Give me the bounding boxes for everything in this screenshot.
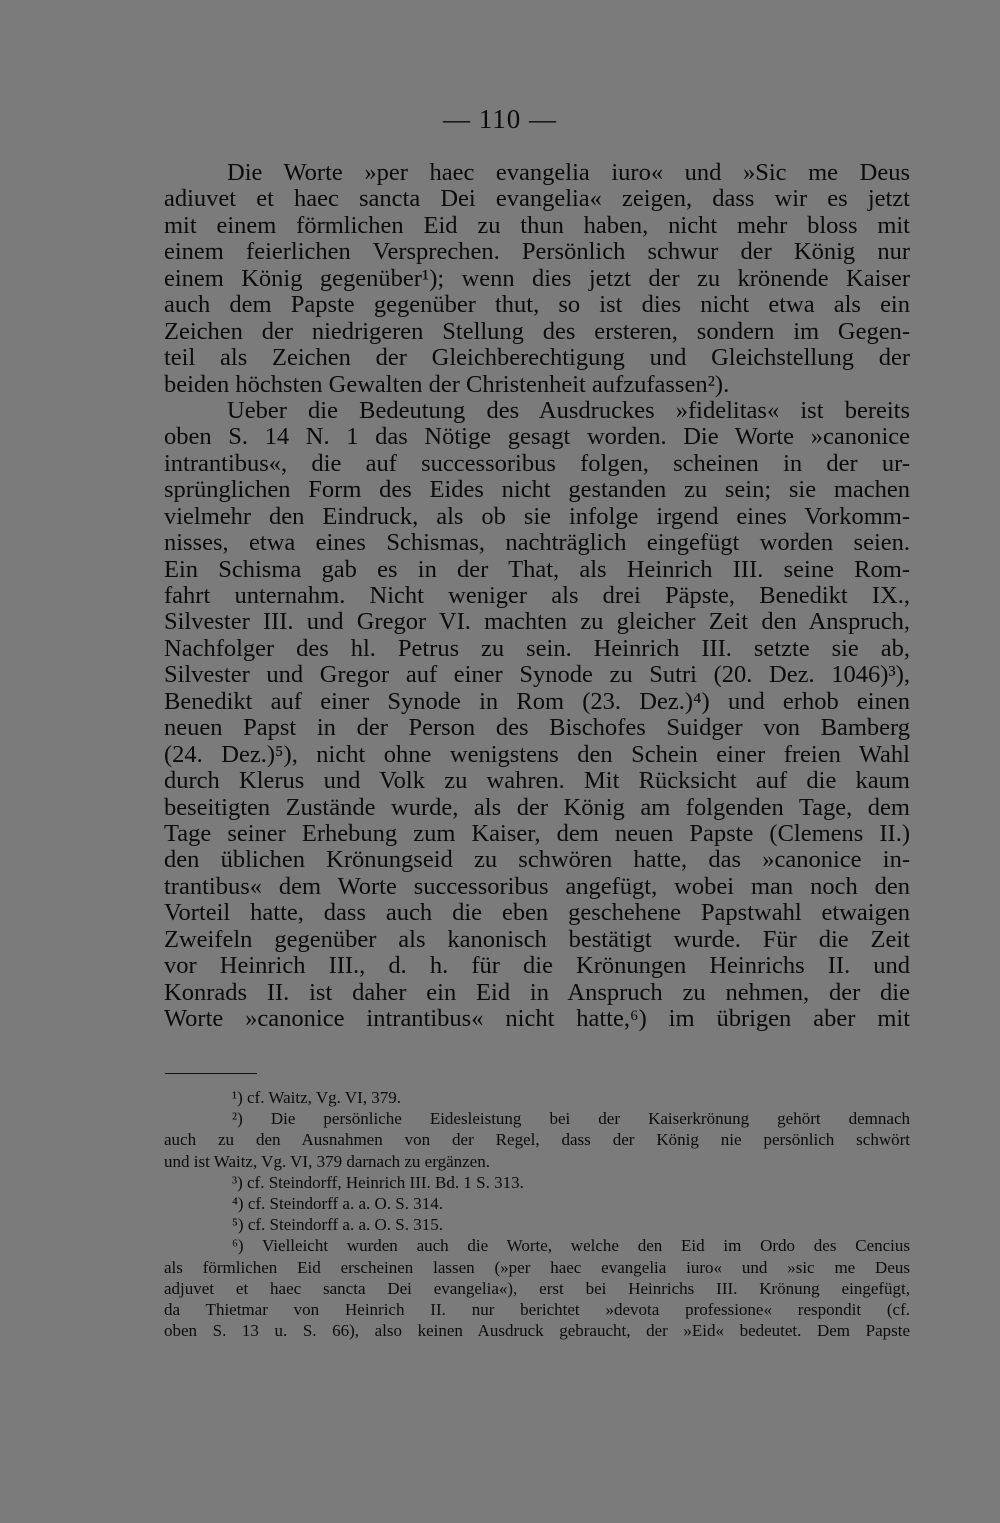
text-line: Ueber die Bedeutung des Ausdruckes »fidelitas« ist bereits: [227, 396, 910, 424]
text-line: beiden höchsten Gewalten der Christenheit aufzufassen²).: [164, 370, 730, 398]
text-line: einem König gegenüber¹); wenn dies jetzt der zu krönende Kaiser: [164, 264, 910, 292]
footnote-line: ¹) cf. Waitz, Vg. VI, 379.: [232, 1088, 401, 1107]
text-line: auch dem Papste gegenüber thut, so ist dies nicht etwa als ein: [164, 291, 910, 319]
text-line: Silvester III. und Gregor VI. machten zu gleicher Zeit den Anspruch,: [164, 608, 910, 636]
footnote-line: und ist Waitz, Vg. VI, 379 darnach zu ergänzen.: [164, 1151, 490, 1171]
text-line: vor Heinrich III., d. h. für die Krönungen Heinrichs II. und: [164, 952, 910, 980]
text-line: Silvester und Gregor auf einer Synode zu Sutri (20. Dez. 1046)³),: [164, 661, 910, 689]
main-text: [164, 160, 910, 1032]
text-line: beseitigten Zustände wurde, als der König am folgenden Tage, dem: [164, 793, 910, 821]
text-line: intrantibus«, die auf successoribus folgen, scheinen in der ur-: [164, 449, 910, 477]
footnote-line: ²) Die persönliche Eidesleistung bei der Kaiserkrönung gehört demnach: [232, 1109, 910, 1129]
text-line: Zweifeln gegenüber als kanonisch bestätigt wurde. Für die Zeit: [164, 925, 910, 953]
text-line: Vorteil hatte, dass auch die eben geschehene Papstwahl etwaigen: [164, 899, 910, 927]
page-number: — 110 —: [443, 104, 557, 134]
footnote-line: ⁵) cf. Steindorff a. a. O. S. 315.: [232, 1215, 443, 1235]
text-line: einem feierlichen Versprechen. Persönlich schwur der König nur: [164, 238, 910, 266]
text-line: nisses, etwa eines Schismas, nachträglich eingefügt worden seien.: [164, 529, 910, 557]
footnote-line: ³) cf. Steindorff, Heinrich III. Bd. 1 S. 313.: [232, 1172, 524, 1192]
text-line: mit einem förmlichen Eid zu thun haben, nicht mehr bloss mit: [164, 211, 910, 239]
footnote-line: als förmlichen Eid erscheinen lassen (»per haec evangelia iuro« und »sic me Deus: [164, 1257, 910, 1277]
text-line: trantibus« dem Worte successoribus angefügt, wobei man noch den: [164, 872, 910, 900]
text-line: Ein Schisma gab es in der That, als Heinrich III. seine Rom-: [164, 555, 910, 583]
text-line: Benedikt auf einer Synode in Rom (23. Dez.)⁴) und erhob einen: [164, 687, 910, 715]
text-line: adiuvet et haec sancta Dei evangelia« zeigen, dass wir es jetzt: [164, 185, 910, 213]
footnote-line: auch zu den Ausnahmen von der Regel, dass der König nie persönlich schwört: [164, 1130, 910, 1150]
text-line: vielmehr den Eindruck, als ob sie infolge irgend eines Vorkomm-: [164, 502, 910, 530]
text-line: sprünglichen Form des Eides nicht gestanden zu sein; sie machen: [164, 476, 910, 504]
text-line: teil als Zeichen der Gleichberechtigung und Gleichstellung der: [164, 344, 910, 372]
footnote-line: ⁶) Vielleicht wurden auch die Worte, welche den Eid im Ordo des Cencius: [232, 1236, 910, 1256]
footnote-line: da Thietmar von Heinrich II. nur berichtet »devota professione« respondit (cf.: [164, 1299, 910, 1319]
text-line: den üblichen Krönungseid zu schwören hatte, das »canonice in-: [164, 846, 910, 874]
text-line: Nachfolger des hl. Petrus zu sein. Heinrich III. setzte sie ab,: [164, 634, 910, 662]
text-line: Tage seiner Erhebung zum Kaiser, dem neuen Papste (Clemens II.): [164, 819, 910, 847]
footnotes: [164, 1087, 910, 1341]
text-line: Die Worte »per haec evangelia iuro« und »Sic me Deus: [227, 159, 910, 186]
text-line: fahrt unternahm. Nicht weniger als drei Päpste, Benedikt IX.,: [164, 582, 910, 609]
footnote-line: ⁴) cf. Steindorff a. a. O. S. 314.: [232, 1193, 443, 1213]
text-line: (24. Dez.)⁵), nicht ohne wenigstens den Schein einer freien Wahl: [164, 740, 910, 768]
text-line: neuen Papst in der Person des Bischofes Suidger von Bamberg: [164, 714, 910, 742]
text-line: Worte »canonice intrantibus« nicht hatte,⁶) im übrigen aber mit: [164, 1005, 910, 1032]
footnote-line: oben S. 13 u. S. 66), also keinen Ausdruck gebraucht, der »Eid« bedeutet. Dem Papste: [164, 1321, 910, 1341]
footnote-line: adjuvet et haec sancta Dei evangelia«), erst bei Heinrichs III. Krönung eingefügt,: [164, 1278, 910, 1298]
footnote-separator: [165, 1073, 257, 1074]
text-line: durch Klerus und Volk zu wahren. Mit Rücksicht auf die kaum: [164, 767, 910, 795]
text-line: oben S. 14 N. 1 das Nötige gesagt worden. Die Worte »canonice: [164, 423, 910, 451]
text-line: Zeichen der niedrigeren Stellung des ersteren, sondern im Gegen-: [164, 317, 910, 345]
text-line: Konrads II. ist daher ein Eid in Anspruch zu nehmen, der die: [164, 978, 910, 1006]
